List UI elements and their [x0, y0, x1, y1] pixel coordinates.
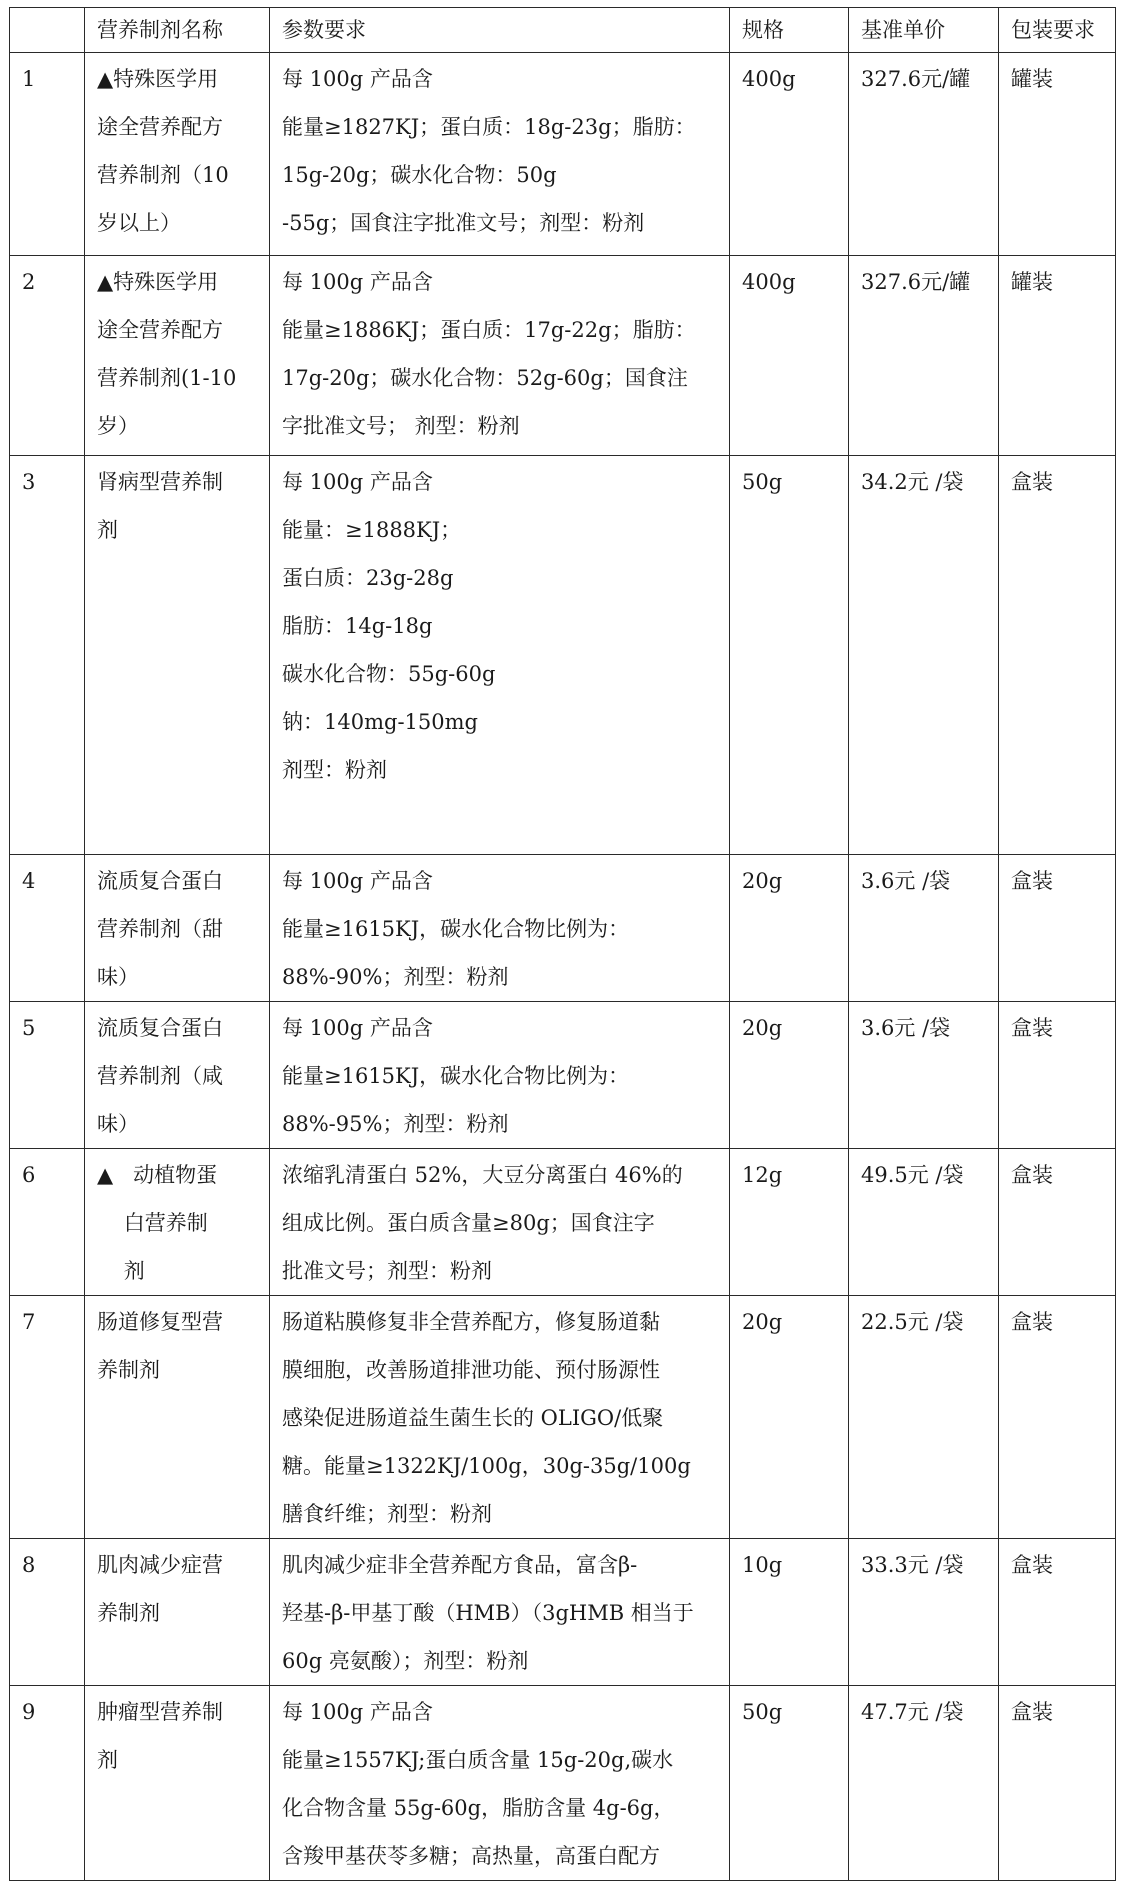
specification: 400g: [730, 256, 849, 456]
parameter-requirements: 每 100g 产品含 能量：≥1888KJ； 蛋白质：23g-28g 脂肪：14g-18g 碳水化合物：55g-60g 钠：140mg-150mg 剂型：粉剂: [270, 456, 730, 855]
product-name: 肠道修复型营 养制剂: [85, 1296, 270, 1539]
specification: 20g: [730, 1296, 849, 1539]
unit-price: 47.7元 /袋: [849, 1686, 999, 1881]
product-name: 流质复合蛋白 营养制剂（咸 味）: [85, 1002, 270, 1149]
specification: 12g: [730, 1149, 849, 1296]
specification: 10g: [730, 1539, 849, 1686]
header-index: [10, 8, 85, 53]
packaging: 盒装: [999, 1002, 1116, 1149]
unit-price: 327.6元/罐: [849, 53, 999, 256]
product-name: ▲ 动植物蛋 白营养制 剂: [85, 1149, 270, 1296]
packaging: 盒装: [999, 1296, 1116, 1539]
product-name: ▲特殊医学用 途全营养配方 营养制剂（10 岁以上）: [85, 53, 270, 256]
table-row: [10, 53, 1116, 256]
packaging: 盒装: [999, 1149, 1116, 1296]
parameter-requirements: 肠道粘膜修复非全营养配方，修复肠道黏 膜细胞，改善肠道排泄功能、预付肠源性 感染促进肠道益生菌生长的 OLIGO/低聚 糖。能量≥1322KJ/100g，30g-35g/100g 膳食纤维；剂型：粉剂: [270, 1296, 730, 1539]
unit-price: 49.5元 /袋: [849, 1149, 999, 1296]
table-header-row: [10, 8, 1116, 53]
unit-price: 33.3元 /袋: [849, 1539, 999, 1686]
parameter-requirements: 浓缩乳清蛋白 52%，大豆分离蛋白 46%的 组成比例。蛋白质含量≥80g；国食注字 批准文号；剂型：粉剂: [270, 1149, 730, 1296]
table-row: [10, 1296, 1116, 1539]
row-number: 8: [10, 1539, 85, 1686]
table-row: [10, 1539, 1116, 1686]
row-number: 3: [10, 456, 85, 855]
header-price: 基准单价: [849, 8, 999, 53]
row-number: 1: [10, 53, 85, 256]
specification: 50g: [730, 1686, 849, 1881]
specification: 20g: [730, 855, 849, 1002]
product-name: ▲特殊医学用 途全营养配方 营养制剂(1-10 岁）: [85, 256, 270, 456]
parameter-requirements: 每 100g 产品含 能量≥1886KJ；蛋白质：17g-22g；脂肪： 17g-20g；碳水化合物：52g-60g；国食注 字批准文号； 剂型：粉剂: [270, 256, 730, 456]
table-row: [10, 1149, 1116, 1296]
packaging: 盒装: [999, 456, 1116, 855]
header-spec: 规格: [730, 8, 849, 53]
unit-price: 22.5元 /袋: [849, 1296, 999, 1539]
packaging: 盒装: [999, 855, 1116, 1002]
packaging: 罐装: [999, 53, 1116, 256]
parameter-requirements: 每 100g 产品含 能量≥1557KJ;蛋白质含量 15g-20g,碳水 化合物含量 55g-60g，脂肪含量 4g-6g， 含羧甲基茯苓多糖；高热量，高蛋白配方: [270, 1686, 730, 1881]
parameter-requirements: 肌肉减少症非全营养配方食品，富含β- 羟基-β-甲基丁酸（HMB）（3gHMB 相当于 60g 亮氨酸）；剂型：粉剂: [270, 1539, 730, 1686]
specification: 20g: [730, 1002, 849, 1149]
row-number: 7: [10, 1296, 85, 1539]
row-number: 2: [10, 256, 85, 456]
table-row: [10, 1686, 1116, 1881]
table-row: [10, 456, 1116, 855]
product-name: 肾病型营养制 剂: [85, 456, 270, 855]
row-number: 4: [10, 855, 85, 1002]
parameter-requirements: 每 100g 产品含 能量≥1615KJ，碳水化合物比例为： 88%-90%；剂型：粉剂: [270, 855, 730, 1002]
parameter-requirements: 每 100g 产品含 能量≥1615KJ，碳水化合物比例为： 88%-95%；剂型：粉剂: [270, 1002, 730, 1149]
table-row: [10, 256, 1116, 456]
specification: 50g: [730, 456, 849, 855]
row-number: 5: [10, 1002, 85, 1149]
packaging: 罐装: [999, 256, 1116, 456]
unit-price: 3.6元 /袋: [849, 855, 999, 1002]
specification: 400g: [730, 53, 849, 256]
nutrition-spec-table: [9, 7, 1116, 1881]
table-row: [10, 855, 1116, 1002]
header-packaging: 包装要求: [999, 8, 1116, 53]
product-name: 肿瘤型营养制 剂: [85, 1686, 270, 1881]
packaging: 盒装: [999, 1539, 1116, 1686]
row-number: 9: [10, 1686, 85, 1881]
header-name: 营养制剂名称: [85, 8, 270, 53]
row-number: 6: [10, 1149, 85, 1296]
unit-price: 327.6元/罐: [849, 256, 999, 456]
packaging: 盒装: [999, 1686, 1116, 1881]
table-row: [10, 1002, 1116, 1149]
product-name: 肌肉减少症营 养制剂: [85, 1539, 270, 1686]
unit-price: 34.2元 /袋: [849, 456, 999, 855]
parameter-requirements: 每 100g 产品含 能量≥1827KJ；蛋白质：18g-23g；脂肪： 15g-20g；碳水化合物：50g -55g；国食注字批准文号；剂型：粉剂: [270, 53, 730, 256]
unit-price: 3.6元 /袋: [849, 1002, 999, 1149]
header-params: 参数要求: [270, 8, 730, 53]
product-name: 流质复合蛋白 营养制剂（甜 味）: [85, 855, 270, 1002]
